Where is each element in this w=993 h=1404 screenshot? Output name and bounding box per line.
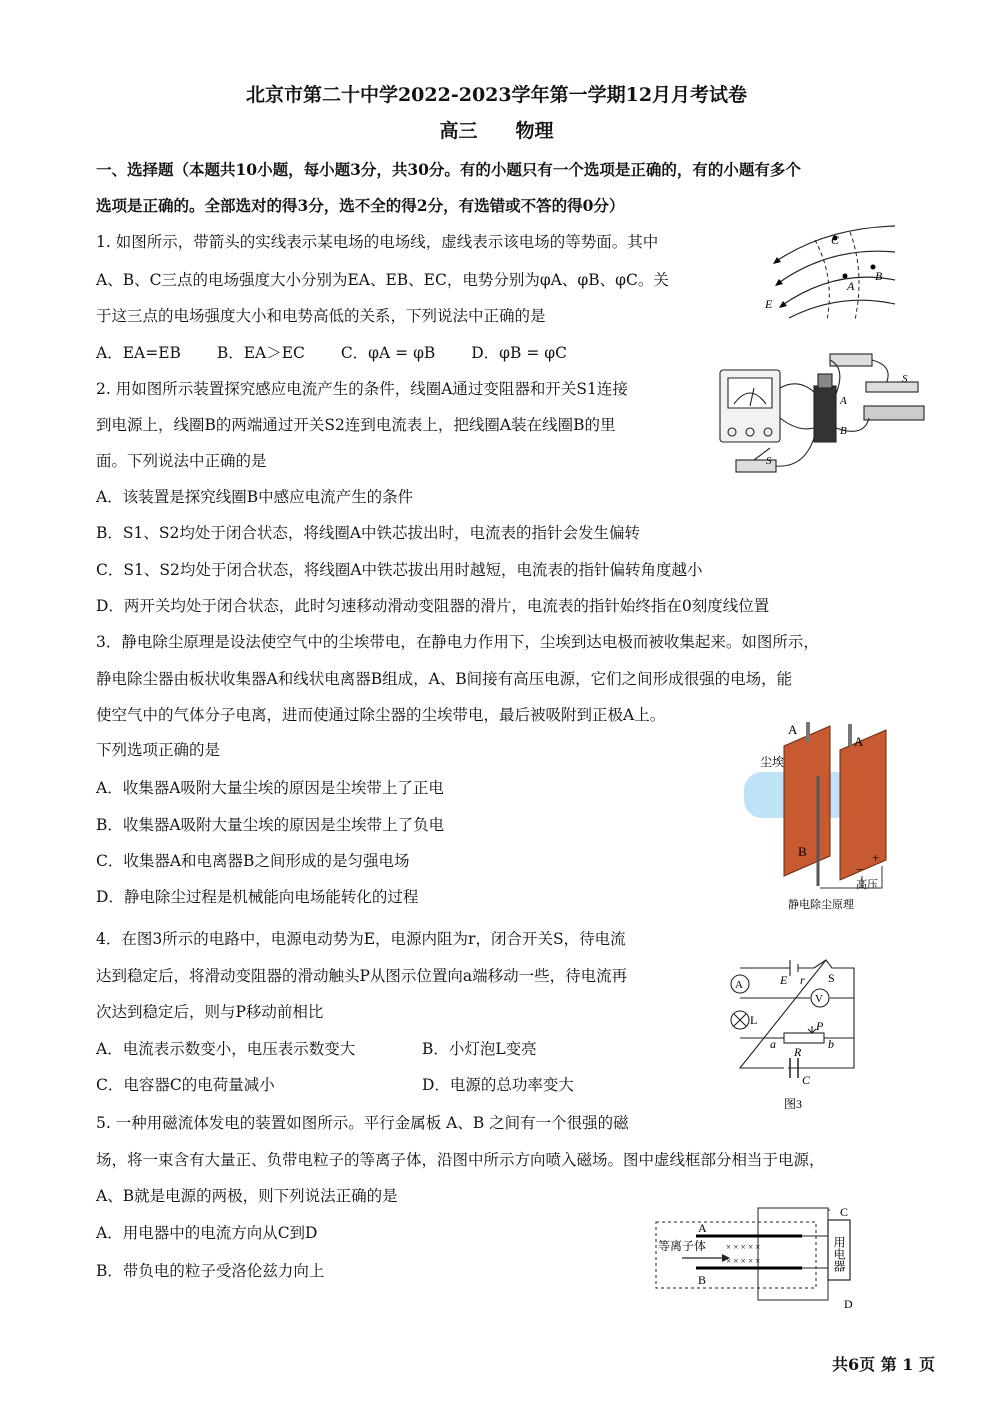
q3-option-b: B．收集器A吸附大量尘埃的原因是尘埃带上了负电 — [96, 816, 445, 834]
q4-label-c: C — [802, 1073, 811, 1087]
q1-label-c: C — [831, 233, 840, 247]
q2-line-3: 面。下列说法中正确的是 — [96, 452, 267, 470]
q2-label-b: B — [840, 425, 847, 437]
q3-label-plus: + — [872, 850, 880, 865]
section-instructions-1: 一、选择题（本题共10小题，每小题3分，共30分。有的小题只有一个选项是正确的，有的小题有多个 — [96, 160, 801, 179]
q4-label-a: a — [770, 1037, 776, 1051]
q5-option-a: A．用电器中的电流方向从C到D — [96, 1224, 318, 1242]
q4-circuit-figure — [724, 952, 860, 1114]
q4-label-p: P — [816, 1019, 824, 1033]
q2-option-c: C．S1、S2均处于闭合状态，将线圈A中铁芯拔出用时越短，电流表的指针偏转角度越小 — [96, 561, 703, 579]
q3-option-c: C．收集器A和电离器B之间形成的是匀强电场 — [96, 852, 410, 870]
q4-label-b: b — [828, 1037, 834, 1051]
q2-option-a: A．该装置是探究线圈B中感应电流产生的条件 — [96, 488, 414, 506]
q3-option-a: A．收集器A吸附大量尘埃的原因是尘埃带上了正电 — [96, 779, 444, 797]
q4-label-r: r — [800, 973, 805, 987]
q3-line-4: 下列选项正确的是 — [96, 741, 221, 759]
q5-line-1: 5. 一种用磁流体发电的装置如图所示。平行金属板 A、B 之间有一个很强的磁 — [96, 1114, 629, 1132]
q5-label-load: 用电器 — [832, 1236, 846, 1272]
q3-label-a1: A — [788, 722, 798, 737]
q5-field-row-2: × × × × × — [726, 1256, 761, 1266]
q5-label-b: B — [698, 1273, 707, 1287]
q3-label-a2: A — [854, 734, 864, 749]
q2-option-b: B．S1、S2均处于闭合状态，将线圈A中铁芯拔出时，电流表的指针会发生偏转 — [96, 524, 641, 542]
q2-label-s2: S — [766, 455, 772, 467]
q3-line-3: 使空气中的气体分子电离，进而使通过除尘器的尘埃带电，最后被吸附到正极A上。 — [96, 706, 666, 724]
q5-line-3: A、B就是电源的两极，则下列说法正确的是 — [96, 1187, 398, 1205]
q4-label-ammeter: A — [735, 979, 743, 991]
q4-label-e: E — [780, 973, 788, 987]
q4-caption: 图3 — [784, 1097, 803, 1111]
q4-option-d: D．电源的总功率变大 — [422, 1076, 574, 1094]
q1-label-a: A — [847, 279, 855, 293]
q1-line-3: 于这三点的电场强度大小和电势高低的关系，下列说法中正确的是 — [96, 307, 546, 325]
q3-label-hv: 高压 — [856, 879, 878, 891]
page-footer: 共6页 第 1 页 — [832, 1355, 935, 1374]
q4-option-c: C．电容器C的电荷量减小 — [96, 1076, 275, 1094]
q4-label-rr: R — [794, 1045, 802, 1059]
q4-option-a: A．电流表示数变小，电压表示数变大 — [96, 1040, 356, 1058]
q2-option-d: D．两开关均处于闭合状态，此时匀速移动滑动变阻器的滑片，电流表的指针始终指在0刻度线位置 — [96, 597, 770, 615]
q3-caption: 静电除尘原理 — [788, 899, 854, 911]
q1-line-2: A、B、C三点的电场强度大小分别为EA、EB、EC，电势分别为φA、φB、φC。关 — [96, 271, 669, 289]
section-instructions-2: 选项是正确的。全部选对的得3分，选不全的得2分，有选错或不答的得0分） — [96, 196, 625, 215]
q4-label-s: S — [828, 971, 835, 985]
q4-line-3: 次达到稳定后，则与P移动前相比 — [96, 1003, 324, 1021]
q2-label-s1: S — [902, 373, 908, 385]
q3-label-minus: − — [856, 862, 864, 877]
q5-mhd-figure — [652, 1200, 864, 1312]
q2-induction-figure — [714, 348, 932, 484]
q1-line-1: 1. 如图所示，带箭头的实线表示某电场的电场线，虚线表示该电场的等势面。其中 — [96, 233, 659, 251]
q1-label-b: B — [875, 269, 883, 283]
q3-label-b: B — [798, 844, 807, 859]
q5-line-2: 场，将一束含有大量正、负带电粒子的等离子体，沿图中所示方向喷入磁场。图中虚线框部分相当于电源， — [96, 1151, 825, 1169]
q4-line-1: 4．在图3所示的电路中，电源电动势为E，电源内阻为r，闭合开关S，待电流 — [96, 930, 626, 948]
q5-option-b: B．带负电的粒子受洛伦兹力向上 — [96, 1262, 325, 1280]
q5-field-row-1: × × × × × — [726, 1242, 761, 1252]
page-subtitle: 高三 物理 — [439, 120, 554, 142]
q3-option-d: D．静电除尘过程是机械能向电场能转化的过程 — [96, 888, 419, 906]
q3-label-dust: 尘埃 — [760, 755, 785, 769]
q2-line-2: 到电源上，线圈B的两端通过开关S2连到电流表上，把线圈A装在线圈B的里 — [96, 416, 616, 434]
q2-label-a: A — [840, 395, 847, 407]
q5-label-plasma: 等离子体 — [658, 1239, 707, 1253]
q4-line-2: 达到稳定后，将滑动变阻器的滑动触头P从图示位置向a端移动一些，待电流再 — [96, 967, 628, 985]
page-title: 北京市第二十中学2022-2023学年第一学期12月月考试卷 — [245, 84, 748, 106]
q4-label-voltmeter: V — [815, 993, 823, 1005]
q5-label-c: C — [840, 1205, 849, 1219]
q3-line-2: 静电除尘器由板状收集器A和线状电离器B组成，A、B间接有高压电源，它们之间形成很强的电场，能 — [96, 670, 793, 688]
q5-label-d: D — [844, 1297, 853, 1311]
q4-option-b: B．小灯泡L变亮 — [422, 1040, 537, 1058]
q1-label-e: E — [765, 297, 773, 311]
q1-field-figure — [755, 222, 900, 320]
q2-line-1: 2. 用如图所示装置探究感应电流产生的条件，线圈A通过变阻器和开关S1连接 — [96, 380, 628, 398]
q3-precipitator-figure — [744, 716, 904, 912]
q4-label-l: L — [750, 1013, 758, 1027]
q5-label-a: A — [698, 1221, 707, 1235]
q3-line-1: 3．静电除尘原理是设法使空气中的尘埃带电，在静电力作用下，尘埃到达电极而被收集起来。如图所示， — [96, 633, 819, 651]
q1-options: A．EA=EB B．EA＞EC C．φA = φB D．φB = φC — [96, 344, 567, 362]
